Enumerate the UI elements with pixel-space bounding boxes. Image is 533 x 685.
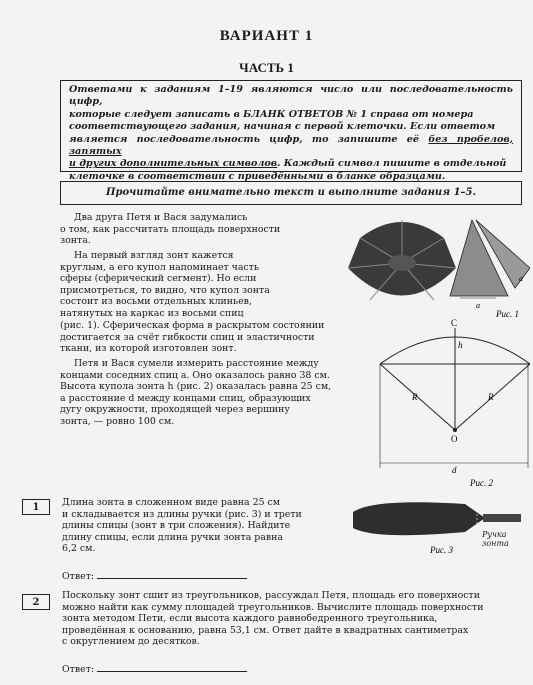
underlined-text: и других дополнительных символов bbox=[69, 158, 278, 170]
paragraph-1: Два друга Петя и Вася задумались о том, как рассчитать площадь поверхности зонта. bbox=[60, 212, 281, 247]
label-O: O bbox=[451, 434, 458, 444]
figure-2 bbox=[360, 318, 530, 490]
instructions-line: которые следует записать в БЛАНК ОТВЕТОВ № 1 справа от номера bbox=[69, 108, 474, 120]
label-a: a bbox=[476, 301, 480, 310]
figure-3-caption: Рис. 3 bbox=[430, 545, 453, 555]
umbrella-handle bbox=[483, 514, 521, 522]
figure-2-caption: Рис. 2 bbox=[470, 478, 493, 488]
instructions-line: Ответами к заданиям 1–19 являются число или последовательность цифр, bbox=[69, 84, 513, 108]
part-title: ЧАСТЬ 1 bbox=[239, 60, 294, 75]
instructions-line: клеточке в соответствии с приведёнными в бланке образцами. bbox=[69, 170, 446, 182]
figure-1 bbox=[340, 208, 530, 323]
task-2-text: Поскольку зонт сшит из треугольников, рассуждал Петя, площадь его поверхности можно найти как сумму площадей треугольников. Вычислите площадь поверхности зонта методом Пети, если высота каждого равнобедренного треугольника, проведённая к основанию, равна 53,1 см. Ответ дайте в квадратных сантиметрах с округлением до десятков. bbox=[62, 590, 484, 648]
label-h: h bbox=[458, 340, 463, 350]
task-1-text: Длина зонта в сложенном виде равна 25 см и складывается из длины ручки (рис. 3) и трети длины спицы (зонт в три сложения). Найдите длину спицы, если длина ручки зонта равна 6,2 см. bbox=[62, 497, 302, 555]
label-a2: a bbox=[519, 274, 523, 283]
handle-label: Ручка зонта bbox=[482, 530, 509, 548]
task-1-number: 1 bbox=[22, 499, 50, 515]
underlined-text: без пробелов, запятых bbox=[69, 133, 513, 158]
folded-umbrella bbox=[353, 502, 485, 535]
label-C: C bbox=[451, 318, 458, 328]
instructions-box bbox=[60, 80, 522, 182]
paragraph-3: Петя и Вася сумели измерить расстояние между концами соседних спиц a. Оно оказалось равно 38 см. Высота купола зонта h (рис. 2) оказалась равна 25 см, а расстояние d между концами спиц, образующих дугу окружности, проходящей через вершину зонта, — ровно 100 см. bbox=[60, 358, 332, 427]
figure-1-caption: Рис. 1 bbox=[496, 309, 519, 319]
label-R-left: R bbox=[412, 392, 418, 402]
label-R-right: R bbox=[488, 392, 494, 402]
radius-left bbox=[380, 364, 455, 430]
task-1-answer: Ответ: bbox=[62, 568, 247, 583]
paragraph-2: На первый взгляд зонт кажется круглым, а его купол напоминает часть сферы (сферический сегмент). Но если присмотреться, то видно, что купол зонта состоит из восьми отдельных клиньев, натянутых на каркас из восьми спиц bbox=[60, 250, 270, 319]
paragraph-2-cont: (рис. 1). Сферическая форма в раскрытом состоянии достигается за счёт гибкости спиц и эластичности ткани, из которой изготовлен зонт. bbox=[60, 320, 325, 355]
triangle-wedges bbox=[450, 220, 530, 296]
instructions-line: является последовательность цифр, то запишите её без пробелов, запятых bbox=[69, 133, 513, 158]
figure-3 bbox=[345, 492, 530, 562]
answer-field-2[interactable] bbox=[97, 661, 247, 672]
instructions-line: и других дополнительных символов. Каждый символ пишите в отдельной bbox=[69, 158, 507, 170]
instructions-line: соответствующего задания, начиная с первой клеточки. Если ответом bbox=[69, 121, 496, 133]
label-d: d bbox=[452, 465, 457, 475]
read-prompt-box: Прочитайте внимательно текст и выполните задания 1–5. bbox=[60, 181, 522, 205]
answer-field-1[interactable] bbox=[97, 568, 247, 579]
center-point bbox=[453, 428, 457, 432]
task-2-answer: Ответ: bbox=[62, 661, 247, 676]
task-2-number: 2 bbox=[22, 594, 50, 610]
umbrella-photo bbox=[348, 220, 456, 300]
variant-title: ВАРИАНТ 1 bbox=[219, 28, 314, 44]
